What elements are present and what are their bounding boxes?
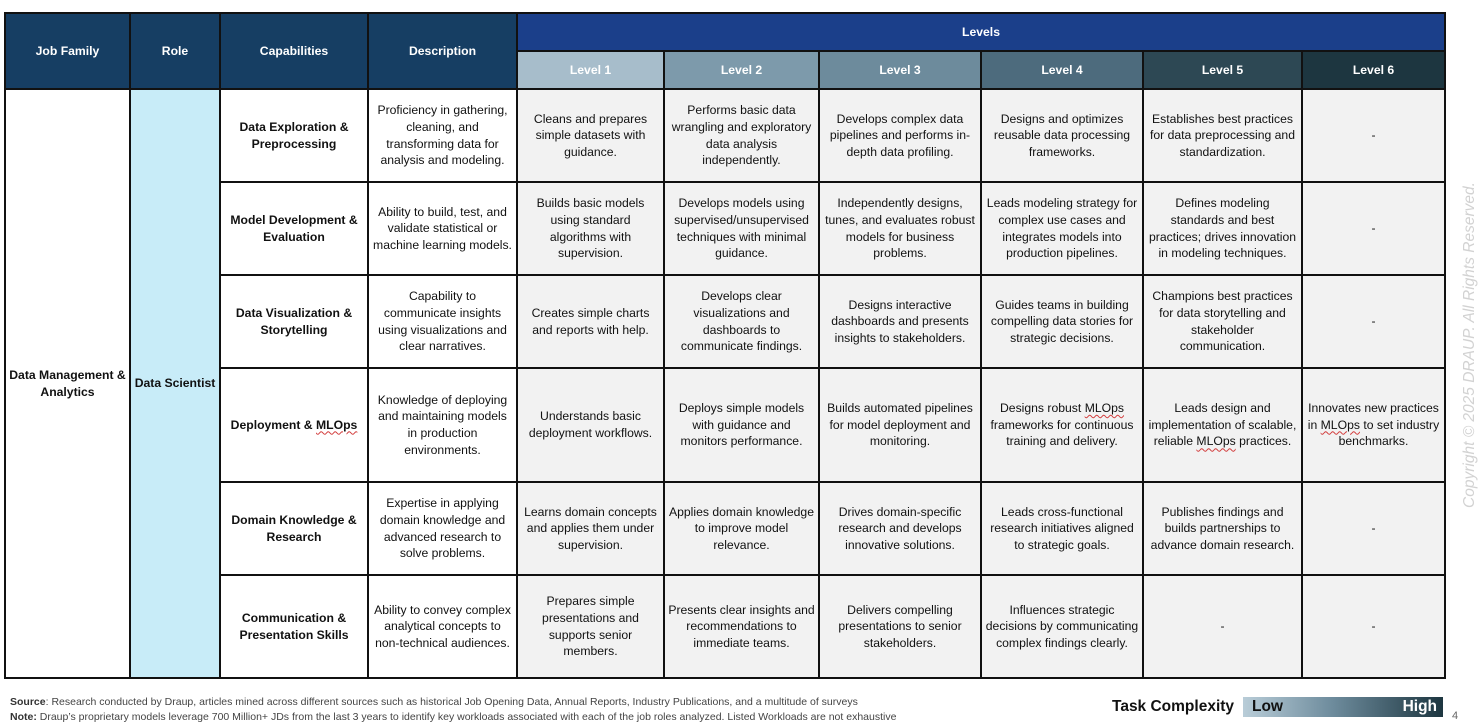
task-complexity-gradient [1243, 697, 1443, 717]
header-job-family: Job Family [5, 13, 130, 89]
header-level-5: Level 5 [1143, 51, 1302, 89]
level-5-cell: Establishes best practices for data preprocessing and standardization. [1143, 89, 1302, 182]
level-5-cell: - [1143, 575, 1302, 678]
capability-cell: Model Development & Evaluation [220, 182, 368, 275]
capability-cell: Data Exploration & Preprocessing [220, 89, 368, 182]
level-2-cell: Develops models using supervised/unsupervised techniques with minimal guidance. [664, 182, 819, 275]
level-3-cell: Develops complex data pipelines and performs in-depth data profiling. [819, 89, 981, 182]
complexity-low-label: Low [1252, 698, 1283, 715]
header-level-3: Level 3 [819, 51, 981, 89]
level-6-cell: - [1302, 575, 1445, 678]
level-5-cell: Leads design and implementation of scalable, reliable MLOps practices. [1143, 368, 1302, 482]
level-1-cell: Learns domain concepts and applies them under supervision. [517, 482, 664, 575]
capability-cell [220, 368, 368, 482]
level-3-cell: Delivers compelling presentations to senior stakeholders. [819, 575, 981, 678]
header-level-2: Level 2 [664, 51, 819, 89]
level-5-cell: Publishes findings and builds partnerships to advance domain research. [1143, 482, 1302, 575]
description-cell: Capability to communicate insights using visualizations and clear narratives. [368, 275, 517, 368]
description-cell: Expertise in applying domain knowledge and advanced research to solve problems. [368, 482, 517, 575]
level-3-cell: Independently designs, tunes, and evaluates robust models for business problems. [819, 182, 981, 275]
level-6-cell: Innovates new practices in MLOps to set industry benchmarks. [1302, 368, 1445, 482]
source-label: Source [10, 696, 46, 708]
description-cell: Ability to build, test, and validate statistical or machine learning models. [368, 182, 517, 275]
level-2-cell: Presents clear insights and recommendations to immediate teams. [664, 575, 819, 678]
complexity-high-label: High [1402, 698, 1437, 715]
copyright-watermark: Copyright © 2025 DRAUP. All Rights Reserved. [1461, 182, 1478, 508]
level-2-cell: Deploys simple models with guidance and monitors performance. [664, 368, 819, 482]
source-note [10, 696, 858, 708]
job-family-cell: Data Management & Analytics [5, 89, 130, 678]
level-3-cell: Drives domain-specific research and develops innovative solutions. [819, 482, 981, 575]
table-row [5, 89, 1445, 182]
level-1-cell: Prepares simple presentations and supports senior members. [517, 575, 664, 678]
page-number: 4 [1452, 710, 1459, 722]
capability-label: Deployment & MLOps [230, 417, 358, 432]
level-3-cell: Designs interactive dashboards and presents insights to stakeholders. [819, 275, 981, 368]
capability-cell: Data Visualization & Storytelling [220, 275, 368, 368]
level-4-cell: Guides teams in building compelling data stories for strategic decisions. [981, 275, 1143, 368]
level-4-cell: Leads modeling strategy for complex use cases and integrates models into production pipelines. [981, 182, 1143, 275]
header-role: Role [130, 13, 220, 89]
header-capabilities: Capabilities [220, 13, 368, 89]
table-row [5, 182, 1445, 275]
capability-cell: Communication & Presentation Skills [220, 575, 368, 678]
header-level-4: Level 4 [981, 51, 1143, 89]
level-1-cell: Cleans and prepares simple datasets with guidance. [517, 89, 664, 182]
capability-table [4, 12, 1446, 679]
level-2-cell: Applies domain knowledge to improve model relevance. [664, 482, 819, 575]
level-4-cell: Influences strategic decisions by communicating complex findings clearly. [981, 575, 1143, 678]
description-cell: Knowledge of deploying and maintaining models in production environments. [368, 368, 517, 482]
capability-matrix [4, 12, 1444, 677]
level-3-cell: Builds automated pipelines for model deployment and monitoring. [819, 368, 981, 482]
header-level-1: Level 1 [517, 51, 664, 89]
source-text: : Research conducted by Draup, articles mined across different sources such as historical Job Opening Data, Annual Reports, Industry Publications, and a multitude of surveys [45, 696, 858, 708]
level-5-cell: Defines modeling standards and best practices; drives innovation in modeling techniques. [1143, 182, 1302, 275]
level-4-cell: Leads cross-functional research initiatives aligned to strategic goals. [981, 482, 1143, 575]
capability-cell: Domain Knowledge & Research [220, 482, 368, 575]
header-description: Description [368, 13, 517, 89]
table-row [5, 482, 1445, 575]
description-cell: Proficiency in gathering, cleaning, and transforming data for analysis and modeling. [368, 89, 517, 182]
note-text: Draup’s proprietary models leverage 700 Million+ JDs from the last 3 years to identify key workloads associated with each of the job roles analyzed. Listed Workloads are not exhaustive [36, 711, 897, 723]
level-6-cell: - [1302, 182, 1445, 275]
level-4-cell: Designs robust MLOps frameworks for continuous training and delivery. [981, 368, 1143, 482]
table-row [5, 275, 1445, 368]
role-cell: Data Scientist [130, 89, 220, 678]
description-cell: Ability to convey complex analytical concepts to non-technical audiences. [368, 575, 517, 678]
note-label: Note: [10, 711, 37, 723]
table-row [5, 368, 1445, 482]
table-row [5, 575, 1445, 678]
level-5-cell: Champions best practices for data storytelling and stakeholder communication. [1143, 275, 1302, 368]
footnote [10, 711, 896, 723]
level-1-cell: Creates simple charts and reports with help. [517, 275, 664, 368]
level-6-cell: - [1302, 482, 1445, 575]
level-1-cell: Understands basic deployment workflows. [517, 368, 664, 482]
level-2-cell: Performs basic data wrangling and exploratory data analysis independently. [664, 89, 819, 182]
task-complexity-label: Task Complexity [1112, 698, 1235, 715]
level-4-cell: Designs and optimizes reusable data processing frameworks. [981, 89, 1143, 182]
level-6-cell: - [1302, 89, 1445, 182]
level-6-cell: - [1302, 275, 1445, 368]
level-1-cell: Builds basic models using standard algorithms with supervision. [517, 182, 664, 275]
header-level-6: Level 6 [1302, 51, 1445, 89]
level-2-cell: Develops clear visualizations and dashboards to communicate findings. [664, 275, 819, 368]
header-levels: Levels [517, 13, 1445, 51]
